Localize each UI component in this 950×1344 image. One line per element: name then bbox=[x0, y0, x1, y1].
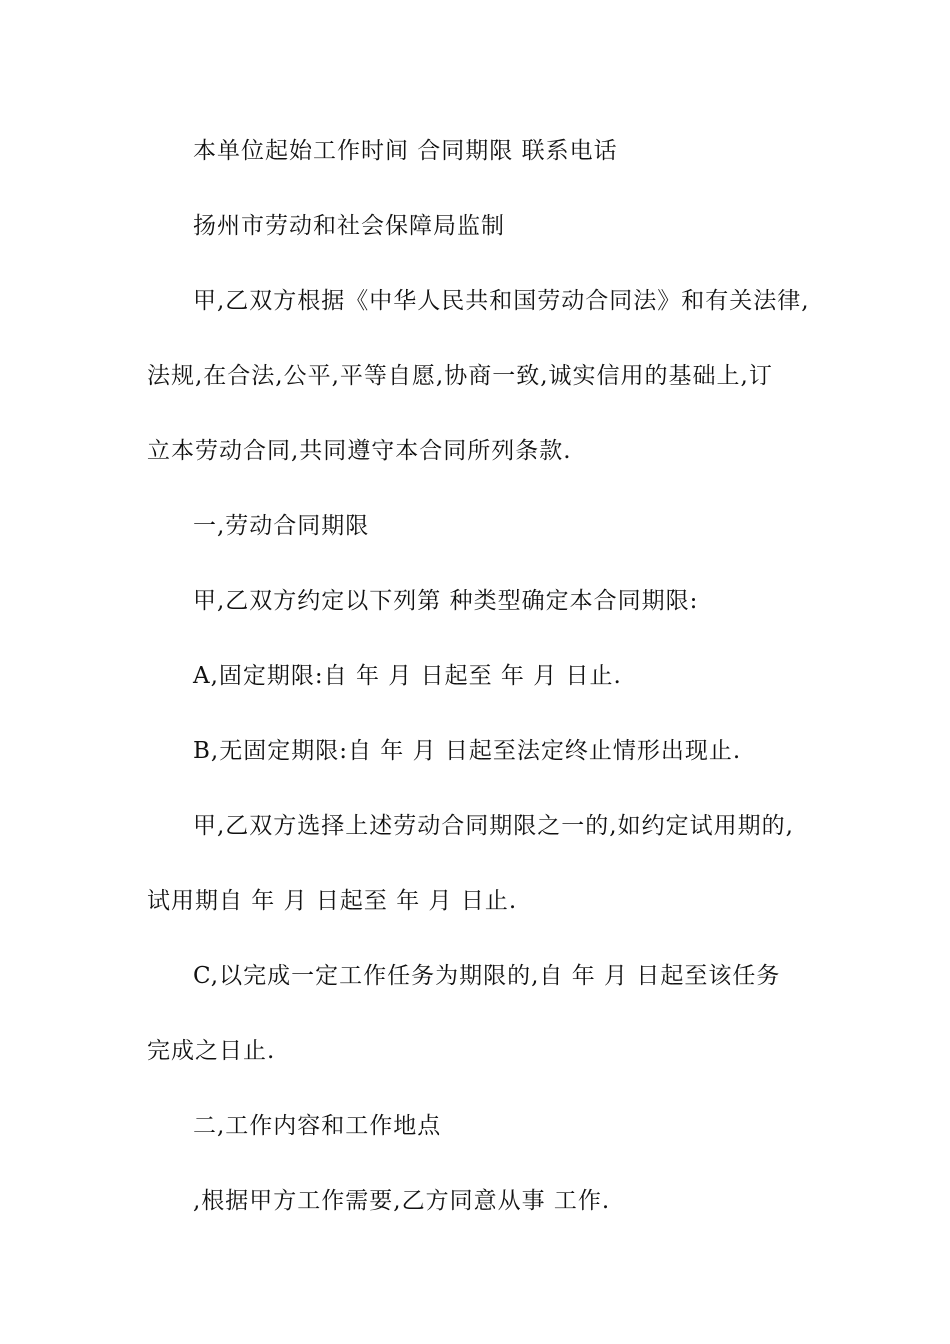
preamble-line-2: 法规,在合法,公平,平等自愿,协商一致,诚实信用的基础上,订 bbox=[147, 363, 773, 389]
preamble-line-3: 立本劳动合同,共同遵守本合同所列条款. bbox=[147, 438, 572, 464]
option-c-line-1: C,以完成一定工作任务为期限的,自 年 月 日起至该任务 bbox=[193, 963, 781, 989]
issuer-line: 扬州市劳动和社会保障局监制 bbox=[193, 213, 505, 239]
section-heading-1: 一,劳动合同期限 bbox=[193, 513, 370, 539]
option-b-line: B,无固定期限:自 年 月 日起至法定终止情形出现止. bbox=[193, 738, 742, 764]
probation-line-1: 甲,乙双方选择上述劳动合同期限之一的,如约定试用期的, bbox=[193, 813, 794, 839]
preamble-line-1: 甲,乙双方根据《中华人民共和国劳动合同法》和有关法律, bbox=[193, 288, 810, 314]
header-info-line: 本单位起始工作时间 合同期限 联系电话 bbox=[193, 138, 618, 164]
option-c-line-2: 完成之日止. bbox=[147, 1038, 276, 1064]
term-type-line: 甲,乙双方约定以下列第 种类型确定本合同期限: bbox=[193, 588, 699, 614]
work-content-line: ,根据甲方工作需要,乙方同意从事 工作. bbox=[193, 1188, 611, 1214]
option-a-line: A,固定期限:自 年 月 日起至 年 月 日止. bbox=[193, 663, 622, 689]
section-heading-2: 二,工作内容和工作地点 bbox=[193, 1113, 442, 1139]
probation-line-2: 试用期自 年 月 日起至 年 月 日止. bbox=[147, 888, 518, 914]
